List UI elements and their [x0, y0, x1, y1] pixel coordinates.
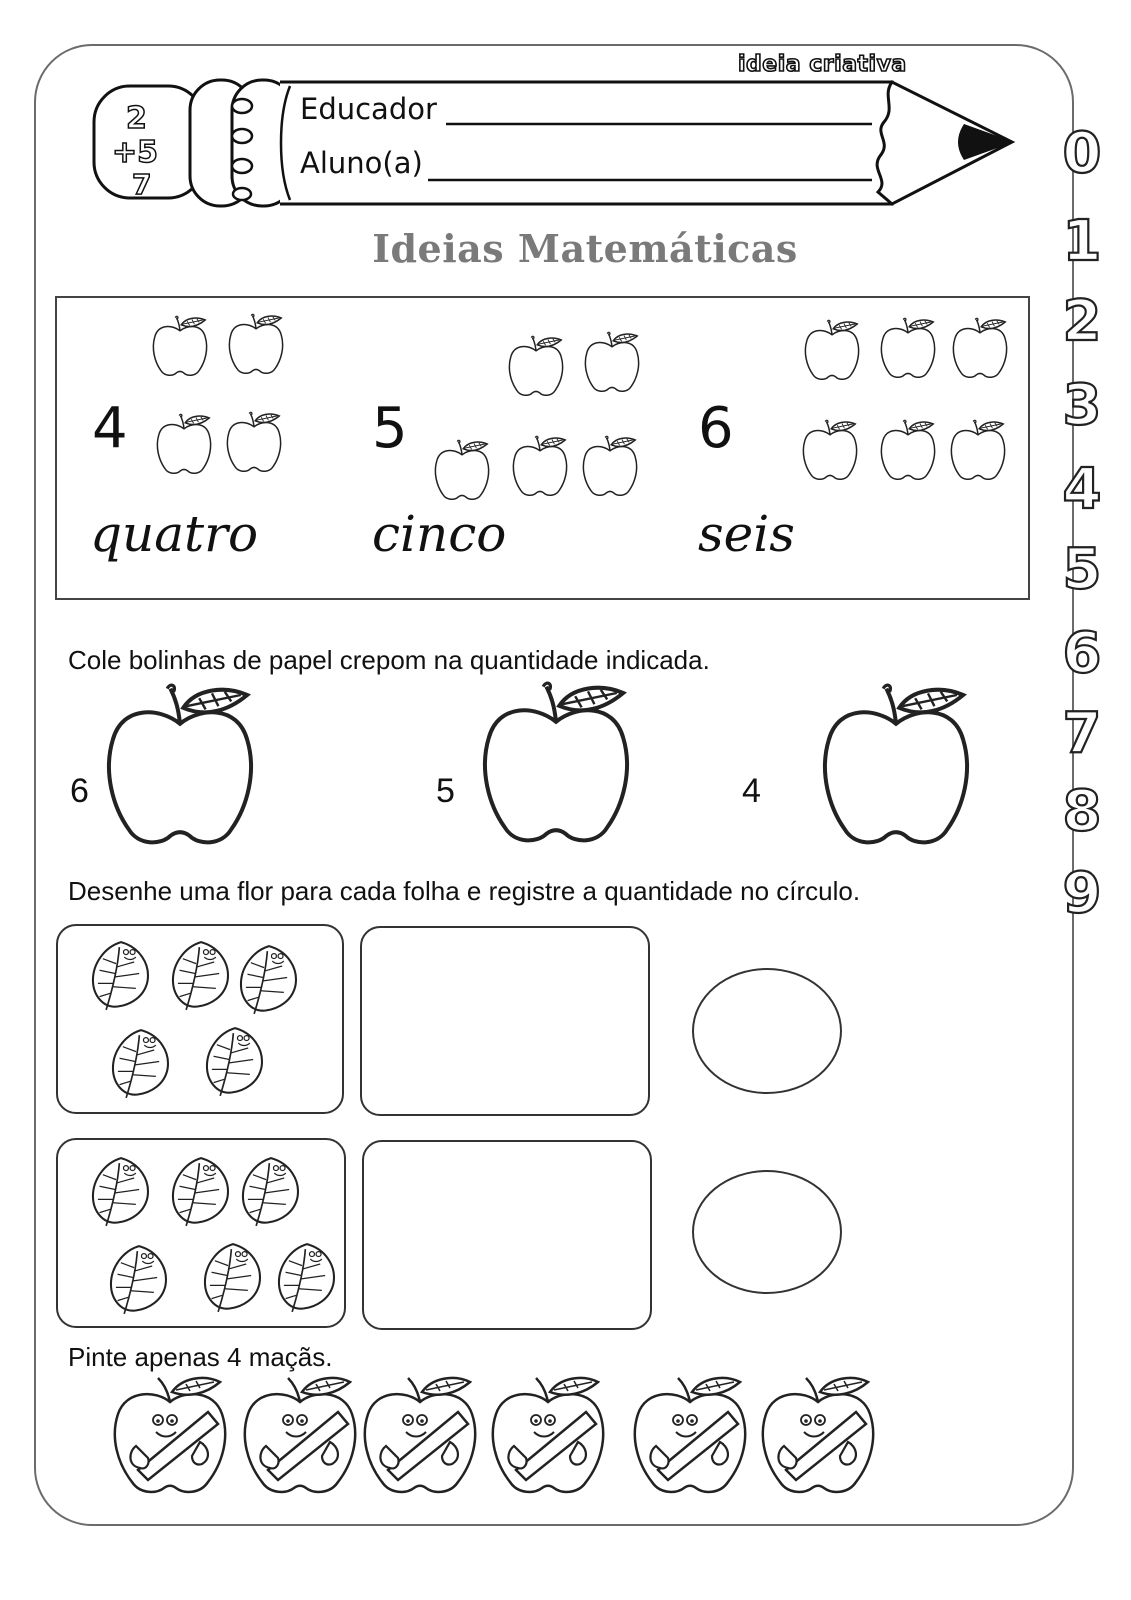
svg-text:3: 3 — [1062, 373, 1102, 438]
apple-icon — [953, 318, 1006, 377]
leaf-icon — [205, 1244, 260, 1312]
apple-icon — [227, 412, 280, 471]
draw-flowers-area-2[interactable] — [362, 1140, 652, 1330]
apple-character-icon — [763, 1378, 873, 1492]
apple-icon — [805, 320, 858, 379]
quantity-4: 4 — [742, 772, 761, 810]
quantity-5: 5 — [436, 772, 455, 810]
svg-text:1: 1 — [1062, 209, 1102, 274]
apple-group-6 — [800, 316, 1020, 496]
colorable-apples[interactable] — [110, 1372, 890, 1508]
apple-character-icon — [635, 1378, 745, 1492]
brand-logo: ideia criativa — [738, 52, 907, 77]
apple-character-icon — [493, 1378, 603, 1492]
apple-icon — [881, 420, 934, 479]
example-word-quatro: quatro — [90, 505, 259, 563]
example-digit-6: 6 — [698, 396, 734, 461]
svg-text:2: 2 — [126, 101, 147, 136]
leaf-icon — [93, 1158, 148, 1226]
svg-text:6: 6 — [1062, 621, 1102, 686]
apple-icon — [509, 336, 562, 395]
educator-field[interactable] — [446, 102, 872, 128]
leaf-icon — [207, 1028, 262, 1096]
apple-icon — [513, 436, 566, 495]
student-field[interactable] — [428, 156, 872, 182]
leaf-icon — [93, 942, 148, 1010]
large-apple-4[interactable] — [816, 674, 976, 860]
leaves-box-1 — [56, 924, 344, 1114]
svg-text:9: 9 — [1062, 861, 1102, 926]
svg-text:8: 8 — [1062, 779, 1102, 844]
apple-icon — [583, 436, 636, 495]
example-word-cinco: cinco — [372, 505, 507, 563]
leaf-icon — [111, 1246, 166, 1314]
leaf-icon — [279, 1244, 334, 1312]
apple-icon — [153, 316, 206, 375]
draw-flowers-area-1[interactable] — [360, 926, 650, 1116]
apple-icon — [229, 314, 282, 373]
side-number-column — [1040, 112, 1120, 932]
leaf-icon — [173, 942, 228, 1010]
apple-icon — [803, 420, 856, 479]
educator-label: Educador — [300, 92, 437, 126]
leaf-icon — [243, 1158, 298, 1226]
instruction-crepe-paper: Cole bolinhas de papel crepom na quantidade indicada. — [68, 645, 710, 675]
apple-group-5 — [432, 330, 652, 510]
apple-icon — [951, 420, 1004, 479]
apple-icon — [435, 440, 488, 499]
leaf-icon — [241, 946, 296, 1014]
instruction-paint-apples: Pinte apenas 4 maçãs. — [68, 1342, 333, 1372]
example-digit-4: 4 — [92, 396, 128, 461]
leaf-icon — [173, 1158, 228, 1226]
svg-text:7: 7 — [132, 168, 152, 201]
svg-text:5: 5 — [1062, 537, 1102, 602]
apple-icon — [585, 332, 638, 391]
svg-text:4: 4 — [1062, 457, 1102, 522]
apple-character-icon — [365, 1378, 475, 1492]
svg-text:2: 2 — [1062, 289, 1102, 354]
leaves-group-6 — [58, 1140, 348, 1330]
page-title: Ideias Matemáticas — [372, 226, 798, 271]
apple-icon — [881, 318, 934, 377]
answer-circle-1[interactable] — [692, 968, 842, 1094]
leaf-icon — [113, 1030, 168, 1098]
apple-character-icon — [245, 1378, 355, 1492]
apple-icon — [157, 414, 210, 473]
apple-group-4 — [150, 314, 300, 474]
answer-circle-2[interactable] — [692, 1170, 842, 1294]
example-digit-5: 5 — [372, 396, 408, 461]
example-word-seis: seis — [698, 505, 795, 563]
student-label: Aluno(a) — [300, 146, 423, 180]
svg-text:+5: +5 — [112, 135, 159, 170]
quantity-6: 6 — [70, 772, 89, 810]
svg-text:7: 7 — [1062, 701, 1102, 766]
svg-text:0: 0 — [1062, 121, 1102, 186]
apple-character-icon — [115, 1378, 225, 1492]
pencil-header-icon — [92, 76, 1022, 210]
leaves-box-2 — [56, 1138, 346, 1328]
large-apple-6[interactable] — [100, 674, 260, 860]
large-apple-5[interactable] — [476, 672, 636, 858]
instruction-draw-flowers: Desenhe uma flor para cada folha e registre a quantidade no círculo. — [68, 876, 861, 906]
side-numbers-icon — [1040, 112, 1120, 932]
leaves-group-5 — [58, 926, 346, 1116]
